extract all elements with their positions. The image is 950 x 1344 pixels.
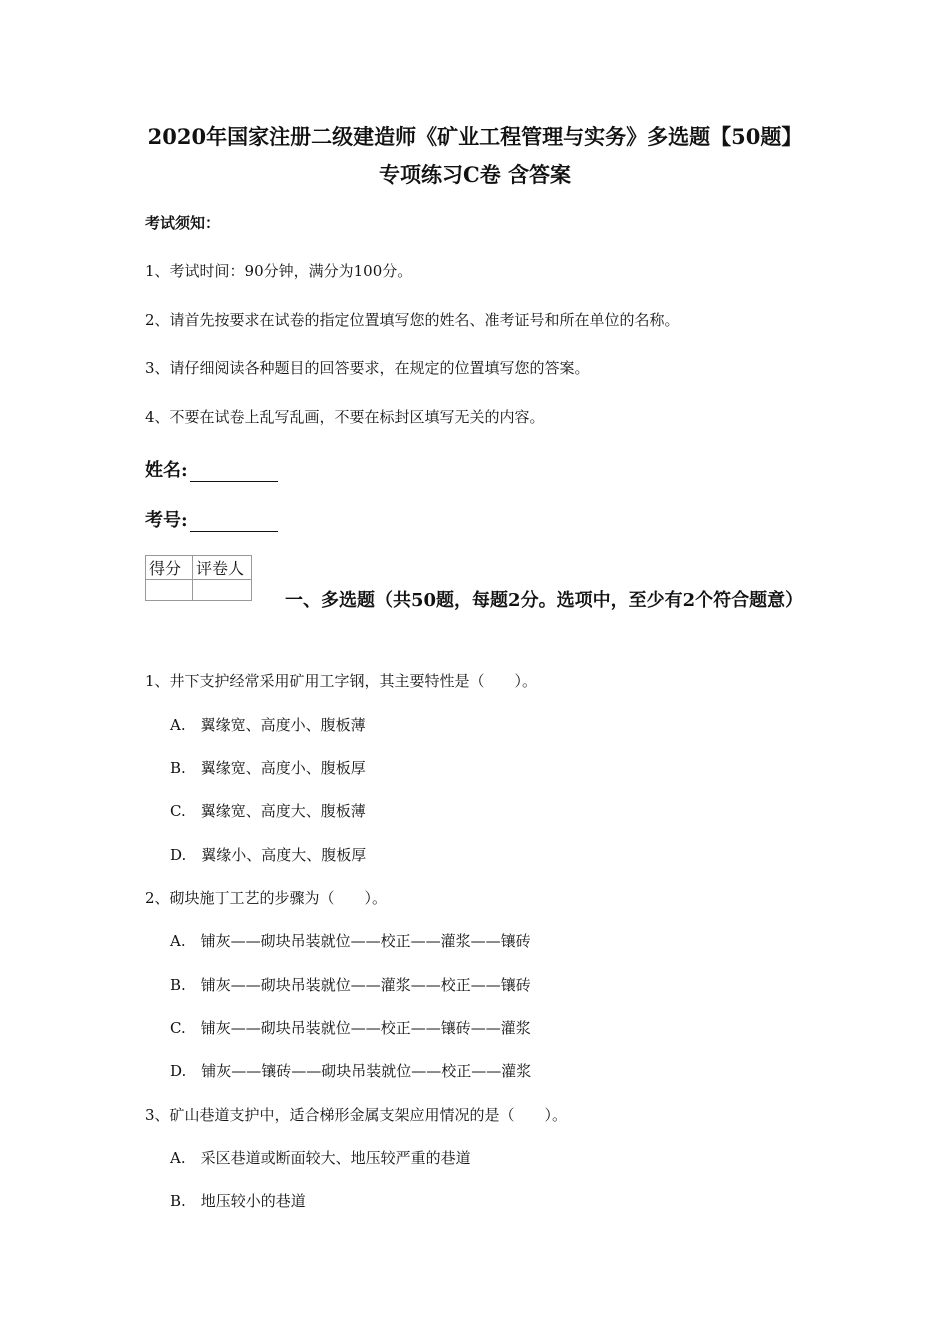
name-field[interactable] xyxy=(145,456,278,482)
notice-heading: 考试须知： xyxy=(145,214,221,232)
notice-item: 1、考试时间：90分钟，满分为100分。 xyxy=(145,262,413,280)
notice-item: 2、请首先按要求在试卷的指定位置填写您的姓名、准考证号和所在单位的名称。 xyxy=(145,311,680,329)
notice-item: 3、请仔细阅读各种题目的回答要求，在规定的位置填写您的答案。 xyxy=(145,359,590,377)
question-stem: 3、矿山巷道支护中，适合梯形金属支架应用情况的是（ ）。 xyxy=(145,1106,568,1124)
option-a: A. 采区巷道或断面较大、地压较严重的巷道 xyxy=(170,1149,471,1167)
option-a: A. 铺灰——砌块吊装就位——校正——灌浆——镶砖 xyxy=(170,932,531,950)
option-d: D. 铺灰——镶砖——砌块吊装就位——校正——灌浆 xyxy=(170,1062,532,1080)
exam-number-blank[interactable] xyxy=(190,513,278,532)
option-b: B. 铺灰——砌块吊装就位——灌浆——校正——镶砖 xyxy=(170,976,531,994)
question-stem: 2、砌块施丁工艺的步骤为（ ）。 xyxy=(145,889,388,907)
notice-item: 4、不要在试卷上乱写乱画，不要在标封区填写无关的内容。 xyxy=(145,408,545,426)
question-stem: 1、井下支护经常采用矿用工字钢，其主要特性是（ ）。 xyxy=(145,672,538,690)
grader-header: 评卷人 xyxy=(193,556,252,580)
name-label: 姓名: xyxy=(145,460,188,481)
exam-number-label: 考号: xyxy=(145,510,188,531)
option-d: D. 翼缘小、高度大、腹板厚 xyxy=(170,846,367,864)
name-blank[interactable] xyxy=(190,463,278,482)
option-a: A. 翼缘宽、高度小、腹板薄 xyxy=(170,716,366,734)
option-c: C. 翼缘宽、高度大、腹板薄 xyxy=(170,802,366,820)
option-c: C. 铺灰——砌块吊装就位——校正——镶砖——灌浆 xyxy=(170,1019,531,1037)
option-b: B. 翼缘宽、高度小、腹板厚 xyxy=(170,759,366,777)
score-header: 得分 xyxy=(146,556,193,580)
option-b: B. 地压较小的巷道 xyxy=(170,1192,306,1210)
page-title: 2020年国家注册二级建造师《矿业工程管理与实务》多选题【50题】专项练习C卷 含答案 xyxy=(147,124,803,187)
exam-number-field[interactable] xyxy=(145,506,278,532)
section-title: 一、多选题（共50题，每题2分。选项中，至少有2个符合题意） xyxy=(285,590,804,611)
